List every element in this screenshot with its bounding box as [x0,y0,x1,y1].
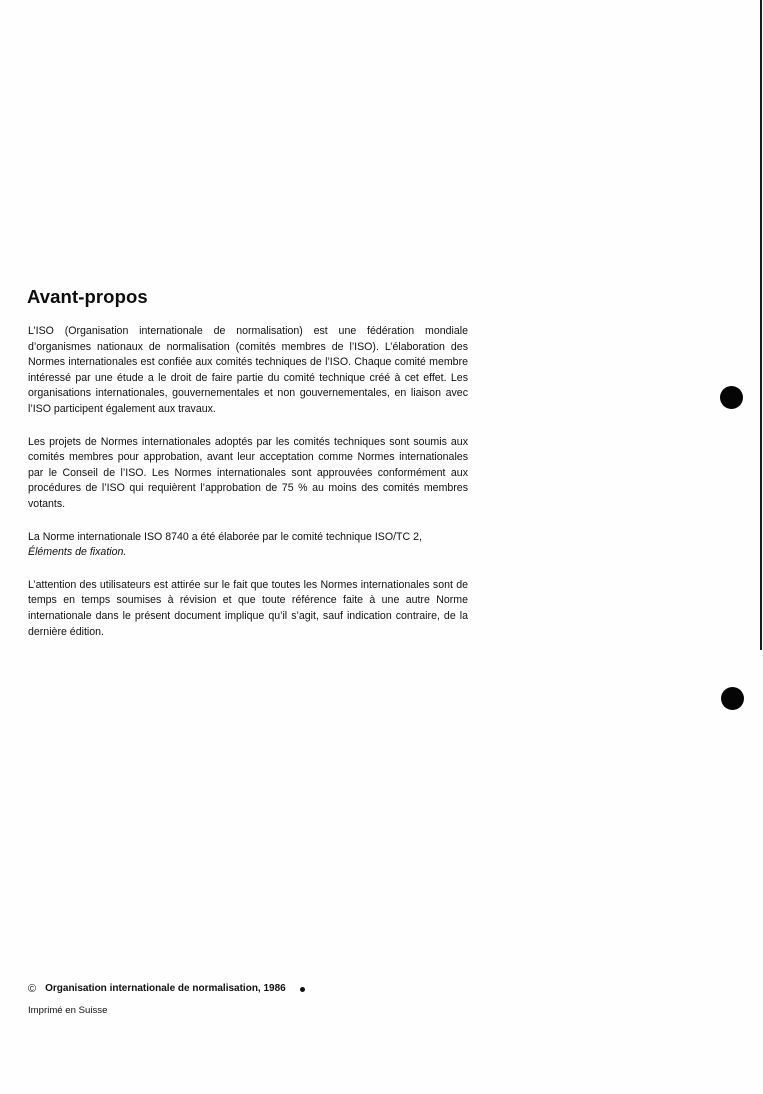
paragraph-revision-notice: L’attention des utilisateurs est attirée sur le fait que toutes les Normes internationales sont de temps en temps soumises à révision et que toute référence faite à une autre Norme internationale dans le présent document implique qu’il s’agit, sauf indication contraire, de la dernière édition. [28,578,468,638]
standard-origin-text: La Norme internationale ISO 8740 a été élaborée par le comité technique ISO/TC 2, [28,530,422,543]
scan-edge-line [760,0,762,650]
page-footer [28,983,305,1017]
paragraph-standard-origin [28,530,468,561]
paragraph-iso-intro: L’ISO (Organisation internationale de normalisation) est une fédération mondiale d’organismes nationaux de normalisation (comités membres de l’ISO). L’élaboration des Normes internationales est confiée aux comités techniques de l’ISO. Chaque comité membre intéressé par une étude a le droit de faire partie du comité technique créé à cet effet. Les organisations internationales, gouvernementales et non gouvernementales, en liaison avec l’ISO participent également aux travaux. [28,325,468,415]
committee-title: Éléments de fixation. [28,546,127,559]
copyright-line [28,983,305,995]
punch-hole-icon [721,687,744,710]
foreword-body [28,324,468,657]
bullet-dot-icon [300,987,305,992]
copyright-text: Organisation internationale de normalisation, 1986 [45,983,286,994]
paragraph-approval-process: Les projets de Normes internationales adoptés par les comités techniques sont soumis aux comités membres pour approbation, avant leur acceptation comme Normes internationales par le Conseil de l’ISO. Les Normes internationales sont approuvées conformément aux procédures de l’ISO qui requièrent l’approbation de 75 % au moins des comités membres votants. [28,435,468,510]
printed-in-text: Imprimé en Suisse [28,1005,108,1016]
copyright-icon: © [28,983,37,995]
page-title: Avant-propos [27,286,148,307]
punch-hole-icon [720,386,743,409]
